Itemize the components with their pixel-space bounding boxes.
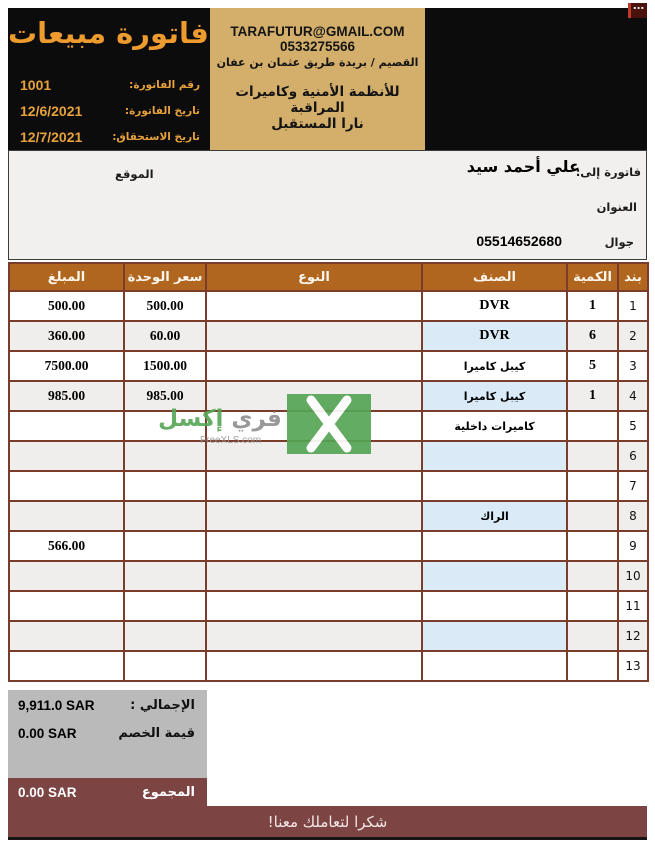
- total-label: الإجمالي :: [130, 698, 195, 713]
- col-header-quantity: الكمية: [567, 263, 618, 291]
- col-header-unit-price: سعر الوحدة: [124, 263, 206, 291]
- table-row: [9, 321, 648, 351]
- total-value: 9,911.0 SAR: [18, 698, 95, 713]
- cell-item: [422, 441, 567, 471]
- cell-item: [422, 591, 567, 621]
- cell-qty: [567, 621, 618, 651]
- col-header-amount: المبلغ: [9, 263, 124, 291]
- customer-name: علي أحمد سيد: [466, 157, 580, 176]
- corner-logo-marks: ▪▪▪: [633, 5, 645, 10]
- cell-unit-price: [124, 441, 206, 471]
- cell-qty: [567, 411, 618, 441]
- invoice-title: فاتورة مبيعات: [8, 16, 209, 50]
- due-date-label: تاريخ الاستحقاق:: [112, 131, 200, 143]
- items-table: [8, 262, 649, 682]
- address-label: العنوان: [596, 200, 637, 214]
- cell-amount: [9, 561, 124, 591]
- cell-qty: 5: [567, 351, 618, 381]
- cell-unit-price: [124, 591, 206, 621]
- company-info-box: [210, 8, 425, 150]
- table-row: [9, 471, 648, 501]
- cell-item: DVR: [422, 321, 567, 351]
- cell-num: 4: [618, 381, 648, 411]
- col-header-category: الصنف: [422, 263, 567, 291]
- cell-amount: [9, 651, 124, 681]
- cell-unit-price: [124, 621, 206, 651]
- footer-thanks-text: شكرا لتعاملك معنا!: [267, 812, 388, 831]
- cell-num: 3: [618, 351, 648, 381]
- company-phone: 0533275566: [279, 39, 356, 54]
- cell-amount: 500.00: [9, 291, 124, 321]
- cell-item: DVR: [422, 291, 567, 321]
- due-date-row: [8, 124, 210, 150]
- invoice-number-label: رقم الفاتورة:: [129, 79, 200, 91]
- invoice-date-label: تاريخ الفاتورة:: [124, 105, 200, 117]
- cell-num: 9: [618, 531, 648, 561]
- cell-unit-price: 500.00: [124, 291, 206, 321]
- due-date-value: 12/7/2021: [20, 129, 83, 145]
- cell-num: 10: [618, 561, 648, 591]
- company-name: نارا المستقبل: [271, 116, 364, 132]
- cell-qty: 6: [567, 321, 618, 351]
- invoice-document: [8, 5, 647, 840]
- customer-section: [8, 150, 647, 260]
- company-address: القصيم / بريدة طريق عثمان بن عفان: [216, 56, 419, 69]
- cell-qty: [567, 561, 618, 591]
- totals-box: [8, 690, 207, 778]
- items-table-body: [9, 291, 648, 681]
- cell-item: كيبل كاميرا: [422, 381, 567, 411]
- table-row: [9, 531, 648, 561]
- watermark-word-excel: إكسل: [158, 406, 224, 432]
- table-row: [9, 351, 648, 381]
- cell-amount: [9, 471, 124, 501]
- cell-item: [422, 561, 567, 591]
- cell-qty: 1: [567, 291, 618, 321]
- bill-to-label: فاتورة إلى:: [575, 165, 641, 179]
- table-row: [9, 591, 648, 621]
- grand-total-value: 0.00 SAR: [18, 784, 77, 800]
- invoice-number-value: 1001: [20, 77, 52, 93]
- cell-amount: [9, 591, 124, 621]
- cell-unit-price: [124, 561, 206, 591]
- cell-amount: [9, 621, 124, 651]
- corner-logo: [628, 3, 647, 18]
- cell-num: 1: [618, 291, 648, 321]
- cell-type: [206, 471, 422, 501]
- cell-item: [422, 531, 567, 561]
- cell-type: [206, 561, 422, 591]
- cell-item: الراك: [422, 501, 567, 531]
- header-band: [8, 5, 647, 150]
- cell-num: 12: [618, 621, 648, 651]
- cell-unit-price: 985.00: [124, 381, 206, 411]
- cell-num: 2: [618, 321, 648, 351]
- cell-qty: [567, 501, 618, 531]
- mobile-label: جوال: [604, 235, 634, 249]
- discount-row: [8, 726, 207, 741]
- cell-amount: 360.00: [9, 321, 124, 351]
- company-email: TARAFUTUR@GMAIL.COM: [230, 24, 405, 39]
- watermark-brand: [156, 406, 284, 432]
- discount-label: قيمة الخصم: [118, 726, 195, 741]
- mobile-value: 05514652680: [476, 233, 562, 249]
- cell-type: [206, 501, 422, 531]
- total-row: [8, 698, 207, 713]
- cell-unit-price: [124, 471, 206, 501]
- cell-type: [206, 651, 422, 681]
- cell-amount: [9, 501, 124, 531]
- cell-item: كاميرات داخلية: [422, 411, 567, 441]
- cell-item: [422, 471, 567, 501]
- cell-item: كيبل كاميرا: [422, 351, 567, 381]
- invoice-meta-fields: [8, 72, 210, 150]
- cell-qty: 1: [567, 381, 618, 411]
- watermark-word-free: فري: [231, 406, 282, 432]
- table-row: [9, 621, 648, 651]
- cell-amount: 7500.00: [9, 351, 124, 381]
- table-row: [9, 651, 648, 681]
- cell-qty: [567, 531, 618, 561]
- grand-total-box: [8, 778, 207, 806]
- cell-num: 8: [618, 501, 648, 531]
- cell-type: [206, 351, 422, 381]
- table-row: [9, 501, 648, 531]
- cell-unit-price: 60.00: [124, 321, 206, 351]
- invoice-date-value: 12/6/2021: [20, 103, 83, 119]
- invoice-date-row: [8, 98, 210, 124]
- cell-num: 13: [618, 651, 648, 681]
- cell-qty: [567, 651, 618, 681]
- cell-unit-price: [124, 651, 206, 681]
- cell-num: 11: [618, 591, 648, 621]
- cell-qty: [567, 591, 618, 621]
- header-left-block: [8, 8, 210, 150]
- grand-total-label: المجموع: [141, 784, 195, 800]
- cell-num: 7: [618, 471, 648, 501]
- discount-value: 0.00 SAR: [18, 726, 77, 741]
- table-row: [9, 561, 648, 591]
- cell-type: [206, 531, 422, 561]
- invoice-number-row: [8, 72, 210, 98]
- site-label: الموقع: [115, 167, 154, 181]
- company-tagline: للأنظمة الأمنية وكاميرات المراقبة: [235, 84, 400, 116]
- cell-amount: 985.00: [9, 381, 124, 411]
- table-row: [9, 291, 648, 321]
- cell-type: [206, 621, 422, 651]
- cell-amount: 566.00: [9, 531, 124, 561]
- watermark-domain: FreeXLS.com: [200, 435, 262, 446]
- cell-item: [422, 621, 567, 651]
- table-header-row: [9, 263, 648, 291]
- cell-type: [206, 591, 422, 621]
- cell-num: 6: [618, 441, 648, 471]
- cell-type: [206, 321, 422, 351]
- footer-bar: [8, 806, 647, 840]
- cell-type: [206, 291, 422, 321]
- cell-qty: [567, 441, 618, 471]
- cell-unit-price: [124, 531, 206, 561]
- cell-amount: [9, 411, 124, 441]
- watermark-excel-icon: [287, 394, 371, 454]
- col-header-type: النوع: [206, 263, 422, 291]
- col-header-item-no: بند: [618, 263, 648, 291]
- cell-qty: [567, 471, 618, 501]
- cell-unit-price: [124, 501, 206, 531]
- cell-item: [422, 651, 567, 681]
- cell-unit-price: 1500.00: [124, 351, 206, 381]
- cell-amount: [9, 441, 124, 471]
- cell-num: 5: [618, 411, 648, 441]
